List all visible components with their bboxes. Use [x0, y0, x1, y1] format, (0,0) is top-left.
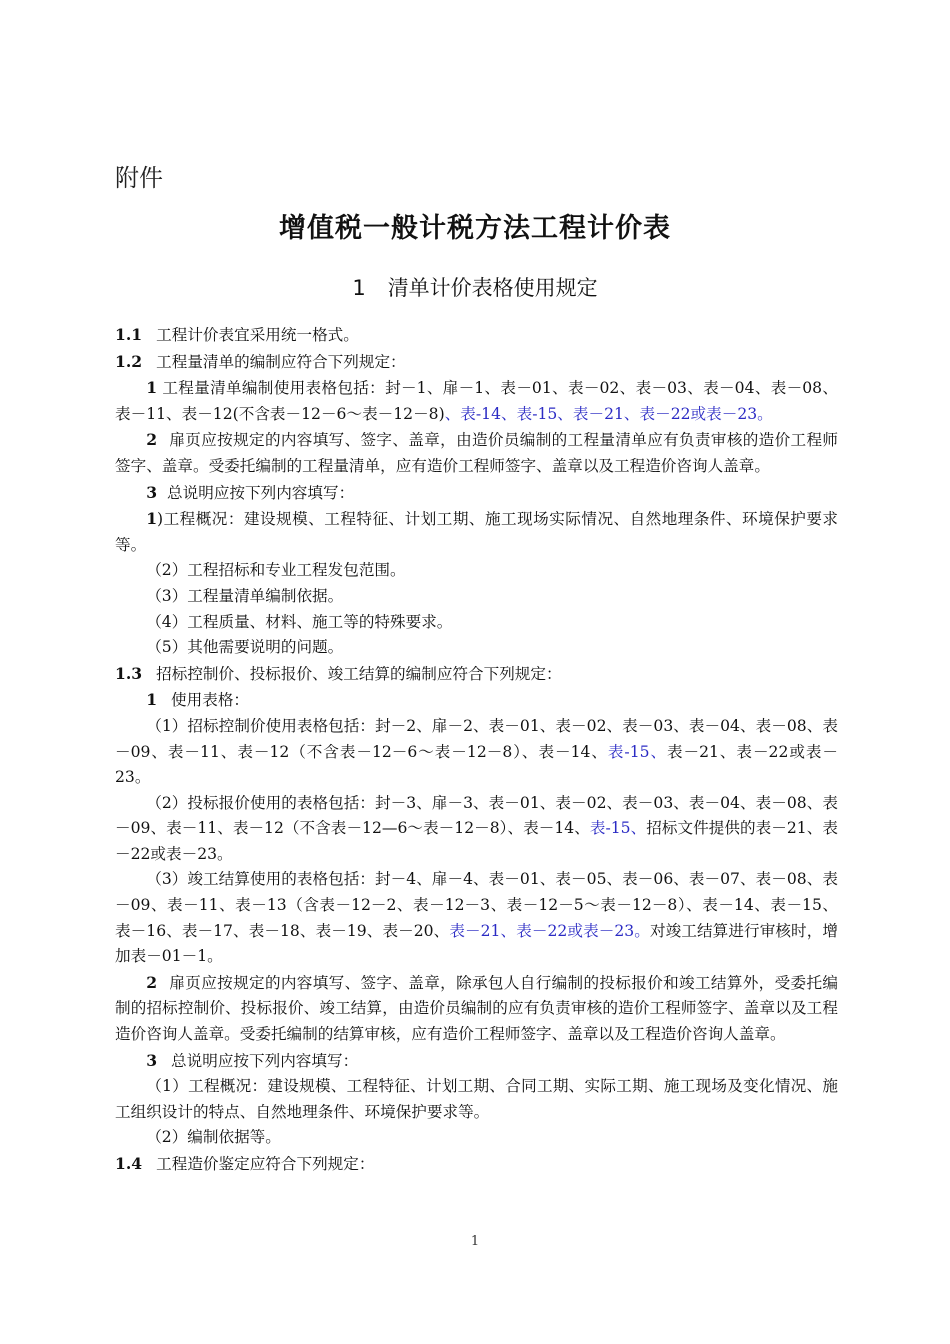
clause-1-3-3-sub-2: （2）编制依据等。 [146, 1128, 281, 1147]
highlighted-tables: 表-15、 [607, 742, 667, 761]
clause-1-1: 1.1 工程计价表宜采用统一格式。 [115, 325, 359, 344]
section-title: 清单计价表格使用规定 [387, 276, 598, 300]
clause-1-2-item-2: 2 扉页应按规定的内容填写、签字、盖章，由造价员编制的工程量清单应有负责审核的造价工程师签字、盖章。受委托编制的工程量清单，应有造价工程师签字、盖章以及工程造价咨询人盖章。 [115, 430, 838, 475]
clause-1-3-item-2: 2 扉页应按规定的内容填写、签字、盖章，除承包人自行编制的投标报价和竣工结算外，受委托编制的招标控制价、投标报价、竣工结算，由造价员编制的应有负责审核的造价工程师签字、盖章以及工程造价咨询人盖章。受委托编制的结算审核，应有造价工程师签字、盖章以及工程造价咨询人盖章。 [115, 972, 838, 1044]
document-body [115, 322, 838, 1178]
clause-1-2-3-sub-4: （4）工程质量、材料、施工等的特殊要求。 [146, 612, 453, 631]
clause-1-2-3-sub-1: 1)工程概况：建设规模、工程特征、计划工期、施工现场实际情况、自然地理条件、环境保护要求等。 [115, 509, 838, 554]
attachment-label: 附件 [115, 164, 163, 192]
clause-1-2-3-sub-5: （5）其他需要说明的问题。 [146, 638, 344, 657]
highlighted-tables: 表-15、 [589, 819, 647, 838]
clause-1-4: 1.4 工程造价鉴定应符合下列规定： [115, 1154, 375, 1173]
clause-1-2-3-sub-2: （2）工程招标和专业工程发包范围。 [146, 561, 406, 580]
clause-1-2-3-sub-3: （3）工程量清单编制依据。 [146, 586, 344, 605]
clause-1-3-1-sub-2: （2）投标报价使用的表格包括：封－3、扉－3、表－01、表－02、表－03、表－04、表－08、表－09、表－11、表－12（不含表－12—6～表－12－8）、表－14、表-15、招标文件提供的表－21、表－22或表－23。 [115, 793, 838, 863]
clause-1-3: 1.3 招标控制价、投标报价、竣工结算的编制应符合下列规定： [115, 663, 562, 683]
clause-1-3-item-1: 1 使用表格： [146, 690, 250, 710]
clause-1-2-item-1: 1 工程量清单编制使用表格包括：封－1、扉－1、表－01、表－02、表－03、表－04、表－08、表－11、表－12(不含表－12－6～表－12－8)、表-14、表-15、表－21、表－22或表－23。 [115, 378, 838, 423]
section-number: 1 [352, 276, 366, 300]
clause-1-3-1-sub-1: （1）招标控制价使用表格包括：封－2、扉－2、表－01、表－02、表－03、表－04、表－08、表－09、表－11、表－12（不含表－12－6～表－12－8）、表－14、表-15、表－21、表－22或表－23。 [115, 716, 838, 787]
document-title: 增值税一般计税方法工程计价表 [279, 213, 671, 244]
page-number: 1 [470, 1234, 480, 1249]
clause-1-3-3-sub-1: （1）工程概况：建设规模、工程特征、计划工期、合同工期、实际工期、施工现场及变化情况、施工组织设计的特点、自然地理条件、环境保护要求等。 [115, 1077, 838, 1121]
section-heading [0, 272, 950, 302]
clause-1-2-item-3: 3 总说明应按下列内容填写： [146, 482, 355, 502]
highlighted-tables: 、表-14、表-15、表－21、表－22或表－23。 [444, 404, 773, 423]
clause-1-3-item-3: 3 总说明应按下列内容填写： [146, 1050, 359, 1070]
highlighted-tables: 表－21、表－22或表－23。 [449, 921, 650, 940]
clause-1-3-1-sub-3: （3）竣工结算使用的表格包括：封－4、扉－4、表－01、表－05、表－06、表－07、表－08、表－09、表－11、表－13（含表－12－2、表－12－3、表－12－5～表－12－8）、表－14、表－15、表－16、表－17、表－18、表－19、表－20、表－21、表－22或表－23。对竣工结算进行审核时，增加表－01－1。 [115, 870, 838, 966]
clause-1-2: 1.2 工程量清单的编制应符合下列规定： [115, 351, 406, 371]
